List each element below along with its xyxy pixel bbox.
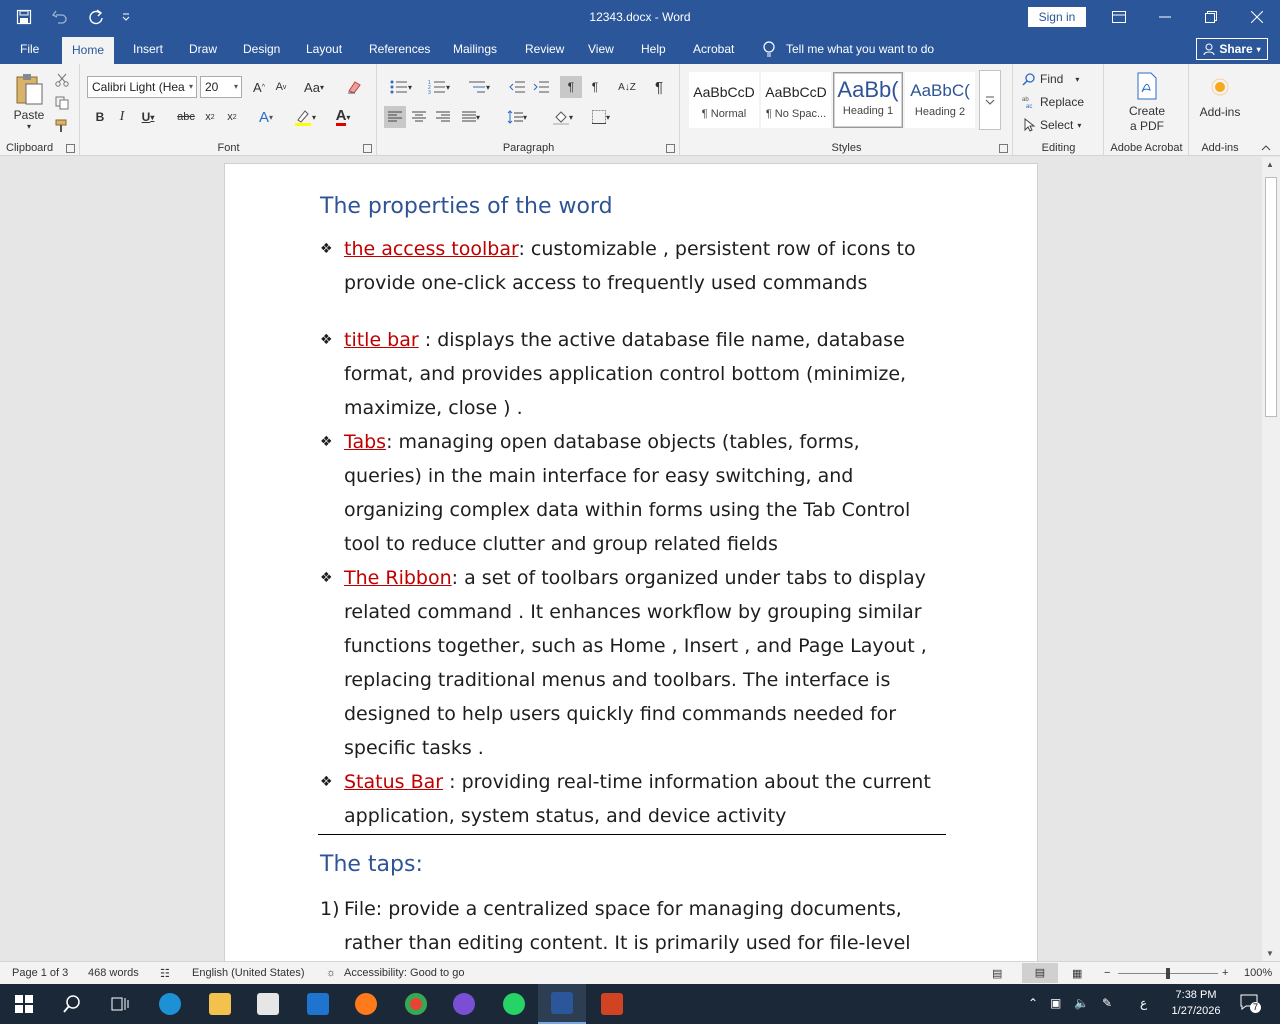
read-mode-icon[interactable]: ▤ <box>992 968 1003 980</box>
word-taskbar-icon[interactable] <box>538 984 586 1024</box>
status-bar <box>0 961 1280 984</box>
whatsapp-icon[interactable] <box>490 984 538 1024</box>
bullet-access-toolbar <box>320 232 950 300</box>
svg-text:ac: ac <box>1026 104 1033 109</box>
ltr-icon[interactable]: ¶ <box>560 76 582 98</box>
bullet-line: organizing complex data within forms using the Tab Control <box>344 499 911 521</box>
tab-acrobat[interactable]: Acrobat <box>693 42 735 56</box>
horizontal-rule <box>318 834 946 835</box>
zoom-out-icon[interactable]: − <box>1104 967 1111 979</box>
volume-icon[interactable]: 🔈 <box>1074 996 1089 1010</box>
style-name: ¶ Normal <box>701 108 747 120</box>
tab-draw[interactable]: Draw <box>189 42 218 56</box>
print-layout-icon[interactable]: ▤ <box>1022 963 1058 983</box>
create-pdf-line2: a PDF <box>1129 119 1164 133</box>
tab-help[interactable]: Help <box>641 42 666 56</box>
zoom-in-icon[interactable]: + <box>1222 967 1229 979</box>
style-preview: AaBbCcD <box>765 84 827 100</box>
term-status-bar: Status Bar <box>344 771 444 793</box>
clear-formatting-icon[interactable] <box>343 76 365 98</box>
align-left-icon[interactable] <box>384 106 406 128</box>
addins-icon <box>1210 77 1230 97</box>
pdf-icon <box>1134 72 1160 100</box>
style-heading-1[interactable] <box>833 72 903 128</box>
font-launcher-icon[interactable] <box>363 144 372 153</box>
bullet-line: provide one-click access to frequently used commands <box>344 272 868 294</box>
term-access-toolbar: the access toolbar <box>344 238 519 260</box>
tab-layout[interactable]: Layout <box>306 42 343 56</box>
font-name-combo[interactable] <box>87 76 197 98</box>
language[interactable]: English (United States) <box>192 967 305 979</box>
editing-group <box>1014 64 1104 156</box>
bullet-line: designed to help users quickly find commands needed for <box>344 703 897 725</box>
list-number: 1) <box>320 898 340 920</box>
accessibility-status[interactable]: Accessibility: Good to go <box>344 967 465 979</box>
lightbulb-icon <box>762 41 776 57</box>
cut-icon[interactable] <box>52 70 72 90</box>
tab-home[interactable]: Home <box>62 37 114 64</box>
store-icon[interactable] <box>244 984 292 1024</box>
replace-button[interactable] <box>1022 91 1100 113</box>
bullet-line: customizable , persistent row of icons to <box>530 238 916 260</box>
customize-qat-icon[interactable] <box>116 0 136 34</box>
paste-label: Paste <box>13 107 45 122</box>
ribbon-display-options-icon[interactable] <box>1096 0 1142 34</box>
decrease-indent-icon[interactable] <box>506 76 528 98</box>
svg-text:ab: ab <box>1022 97 1029 103</box>
font-name-value: Calibri Light (Hea <box>92 80 185 94</box>
task-view-icon[interactable] <box>96 984 144 1024</box>
tell-me-text: Tell me what you want to do <box>786 42 935 56</box>
minimize-icon[interactable] <box>1142 0 1188 34</box>
find-chevron-icon: ▾ <box>1075 74 1080 84</box>
bullet-line: displays the active database file name, database <box>437 329 905 351</box>
undo-icon[interactable] <box>44 0 76 34</box>
align-center-icon[interactable] <box>408 106 430 128</box>
separator: : <box>443 771 462 793</box>
create-pdf-button[interactable] <box>1111 68 1183 138</box>
replace-label: Replace <box>1040 95 1085 109</box>
bullet-line: specific tasks . <box>344 737 484 759</box>
svg-text:2: 2 <box>427 85 431 91</box>
style-name: Heading 2 <box>914 106 966 118</box>
svg-text:3: 3 <box>427 90 431 94</box>
page-count[interactable]: Page 1 of 3 <box>12 967 69 979</box>
font-group <box>81 64 377 156</box>
highlight-color-icon[interactable]: ▾ <box>289 106 321 128</box>
rtl-icon[interactable]: ¶ <box>591 80 599 94</box>
find-label: Find <box>1040 72 1064 86</box>
numbering-icon[interactable]: 1 2 3 ▾ <box>427 80 450 94</box>
style-name: Heading 1 <box>842 105 894 117</box>
bullet-line: maximize, close ) . <box>344 397 523 419</box>
acrobat-group-label: Adobe Acrobat <box>1110 142 1183 154</box>
paragraph-group <box>378 64 680 156</box>
multilevel-list-icon[interactable]: ▾ <box>485 82 490 92</box>
select-label: Select <box>1040 118 1074 132</box>
scroll-up-icon[interactable]: ▲ <box>1266 160 1274 169</box>
document-area[interactable] <box>0 157 1262 961</box>
font-size-combo[interactable] <box>200 76 242 98</box>
bullet-line: tool to reduce clutter and group related fields <box>344 533 778 555</box>
diamond-bullet-icon: ❖ <box>320 434 333 450</box>
mail-icon[interactable] <box>294 984 342 1024</box>
term-tabs: Tabs <box>344 431 387 453</box>
proofing-icon[interactable]: ☷ <box>160 968 170 980</box>
copy-icon[interactable] <box>52 93 72 113</box>
accessibility-icon: ☼ <box>326 967 337 979</box>
restore-icon[interactable] <box>1188 0 1234 34</box>
show-marks-icon[interactable]: ¶ <box>654 78 664 96</box>
diamond-bullet-icon: ❖ <box>320 774 333 790</box>
separator: : <box>518 238 531 260</box>
font-size-chevron-icon: ▾ <box>233 82 238 91</box>
addins-group <box>1190 64 1250 156</box>
style-name: ¶ No Spac... <box>765 108 827 120</box>
tab-file[interactable]: File <box>20 42 40 56</box>
search-icon[interactable] <box>48 984 96 1024</box>
scroll-down-icon[interactable]: ▼ <box>1266 949 1274 958</box>
ribbon-tabs <box>0 34 1280 64</box>
style-no-spacing[interactable] <box>761 72 831 128</box>
editing-group-label: Editing <box>1041 142 1076 154</box>
format-painter-icon[interactable] <box>52 116 72 136</box>
powerpoint-icon[interactable] <box>588 984 636 1024</box>
font-group-label: Font <box>217 142 240 154</box>
font-color-icon[interactable]: A ▾ <box>335 106 351 124</box>
text-effects-icon[interactable]: A ▾ <box>258 108 274 126</box>
share-label: Share <box>1219 42 1253 56</box>
window-title: 12343.docx - Word <box>589 10 691 24</box>
cursor-icon <box>1022 118 1036 132</box>
web-layout-icon[interactable]: ▦ <box>1072 968 1083 980</box>
numbered-item-file <box>320 892 950 960</box>
input-language[interactable]: ع <box>1140 996 1148 1010</box>
justify-icon[interactable]: ▾ <box>475 112 480 122</box>
numbered-line: File: provide a centralized space for managing documents, <box>344 898 902 920</box>
grow-font-icon[interactable]: A ^ <box>253 79 265 95</box>
sort-icon[interactable]: A↓Z <box>618 81 636 93</box>
share-chevron-icon: ▾ <box>1256 44 1261 54</box>
term-title-bar: title bar <box>344 329 419 351</box>
bullet-line: related command . It enhances workflow by grouping similar <box>344 601 922 623</box>
bullets-icon[interactable]: ▾ <box>384 76 418 98</box>
styles-more-icon[interactable] <box>979 70 1001 130</box>
vpn-icon[interactable] <box>440 984 488 1024</box>
italic-icon[interactable]: I <box>119 109 125 124</box>
scrollbar-thumb[interactable] <box>1265 177 1277 417</box>
edge-icon[interactable] <box>146 984 194 1024</box>
clock-time: 7:38 PM <box>1175 989 1217 1001</box>
change-case-icon[interactable]: Aa ▾ <box>304 79 324 95</box>
bullet-line: application, system status, and device activity <box>344 805 787 827</box>
diamond-bullet-icon: ❖ <box>320 570 333 586</box>
close-icon[interactable] <box>1234 0 1280 34</box>
network-icon[interactable]: ▣ <box>1050 996 1062 1010</box>
svg-text:1: 1 <box>427 80 431 86</box>
borders-icon[interactable]: ▾ <box>586 106 616 128</box>
select-chevron-icon: ▾ <box>1077 120 1082 130</box>
align-right-icon[interactable] <box>432 106 454 128</box>
line-spacing-icon[interactable]: ▾ <box>502 106 532 128</box>
quick-access-toolbar <box>8 0 136 34</box>
taskbar <box>0 984 1280 1024</box>
shading-icon[interactable]: ▾ <box>548 106 578 128</box>
bullet-line: queries) in the main interface for easy switching, and <box>344 465 854 487</box>
heading-properties: The properties of the word <box>320 194 613 219</box>
bullet-line: a set of toolbars organized under tabs to display <box>464 567 926 589</box>
style-preview: AaBb( <box>837 77 899 102</box>
word-count[interactable]: 468 words <box>88 967 139 979</box>
bullet-ribbon <box>320 561 950 765</box>
bullet-line: functions together, such as Home , Insert , and Page Layout , <box>344 635 927 657</box>
clipboard-group-label: Clipboard <box>6 142 54 154</box>
font-size-value: 20 <box>205 80 219 94</box>
paragraph-group-label: Paragraph <box>502 142 555 154</box>
ribbon <box>0 64 1280 156</box>
term-ribbon: The Ribbon <box>344 567 452 589</box>
sign-in-button[interactable]: Sign in <box>1028 7 1086 27</box>
save-icon[interactable] <box>8 0 40 34</box>
select-button[interactable] <box>1022 114 1100 136</box>
find-button[interactable] <box>1022 68 1100 90</box>
firefox-icon[interactable] <box>342 984 390 1024</box>
bullet-line: providing real-time information about the current <box>461 771 931 793</box>
clock[interactable] <box>1160 987 1232 1019</box>
redo-icon[interactable] <box>80 0 112 34</box>
zoom-slider-thumb[interactable] <box>1166 968 1170 979</box>
pen-icon[interactable]: ✎ <box>1102 996 1113 1010</box>
create-pdf-line1: Create <box>1128 104 1166 118</box>
style-preview: AaBbC( <box>910 81 970 100</box>
styles-group <box>681 64 1013 156</box>
title-bar <box>0 0 1280 34</box>
tab-mailings[interactable]: Mailings <box>453 42 498 56</box>
chrome-icon[interactable] <box>392 984 440 1024</box>
font-name-chevron-icon: ▾ <box>188 82 193 91</box>
replace-icon <box>1022 95 1036 109</box>
strikethrough-icon[interactable]: abc <box>177 111 195 123</box>
addins-button[interactable] <box>1194 68 1246 128</box>
document-page[interactable] <box>224 163 1038 961</box>
addins-group-label: Add-ins <box>1201 142 1239 154</box>
show-hidden-icons-icon[interactable]: ⌃ <box>1028 996 1039 1010</box>
style-normal[interactable] <box>689 72 759 128</box>
bullet-line: replacing traditional menus and toolbars. The interface is <box>344 669 891 691</box>
heading-taps: The taps: <box>320 852 423 877</box>
clipboard-launcher-icon[interactable] <box>66 144 75 153</box>
bullet-line: format, and provides application control bottom (minimize, <box>344 363 907 385</box>
tab-design[interactable]: Design <box>243 42 281 56</box>
diamond-bullet-icon: ❖ <box>320 241 333 257</box>
paste-icon <box>14 72 44 106</box>
bold-icon[interactable]: B <box>95 110 105 124</box>
addins-label: Add-ins <box>1199 105 1241 119</box>
clock-date: 1/27/2026 <box>1171 1005 1221 1017</box>
styles-launcher-icon[interactable] <box>999 144 1008 153</box>
tell-me-search[interactable] <box>762 34 934 64</box>
start-windows-icon[interactable] <box>0 984 48 1024</box>
bullet-line: managing open database objects (tables, forms, <box>398 431 860 453</box>
vertical-scrollbar[interactable] <box>1262 157 1280 961</box>
separator: : <box>418 329 438 351</box>
separator: : <box>386 431 399 453</box>
bullet-title-bar <box>320 323 950 425</box>
shrink-font-icon[interactable]: A v <box>275 81 287 93</box>
notifications-count: 7 <box>1250 1002 1261 1013</box>
search-icon <box>1022 72 1036 86</box>
paste-button[interactable] <box>8 68 50 134</box>
acrobat-group <box>1105 64 1189 156</box>
bullet-status-bar <box>320 765 950 833</box>
share-icon <box>1203 43 1215 55</box>
paragraph-launcher-icon[interactable] <box>666 144 675 153</box>
tab-view[interactable]: View <box>588 42 614 56</box>
clipboard-group <box>0 64 80 156</box>
bullet-tabs <box>320 425 950 561</box>
collapse-ribbon-icon[interactable] <box>1258 142 1274 154</box>
style-preview: AaBbCcD <box>693 84 755 100</box>
notifications-icon[interactable] <box>1240 994 1260 1014</box>
style-heading-2[interactable] <box>905 72 975 128</box>
tab-review[interactable]: Review <box>525 42 565 56</box>
diamond-bullet-icon: ❖ <box>320 332 333 348</box>
tab-references[interactable]: References <box>369 42 431 56</box>
underline-icon[interactable]: U ▾ <box>141 110 155 124</box>
paste-chevron-icon: ▾ <box>26 121 31 131</box>
increase-indent-icon[interactable] <box>530 76 552 98</box>
subscript-icon[interactable]: x 2 <box>205 111 215 123</box>
superscript-icon[interactable]: x 2 <box>227 111 237 123</box>
numbered-line: rather than editing content. It is primarily used for file-level <box>344 932 911 954</box>
styles-group-label: Styles <box>831 142 862 154</box>
zoom-level[interactable]: 100% <box>1244 967 1273 979</box>
separator: : <box>451 567 465 589</box>
share-button[interactable] <box>1196 38 1268 60</box>
tab-insert[interactable]: Insert <box>133 42 164 56</box>
file-explorer-icon[interactable] <box>196 984 244 1024</box>
